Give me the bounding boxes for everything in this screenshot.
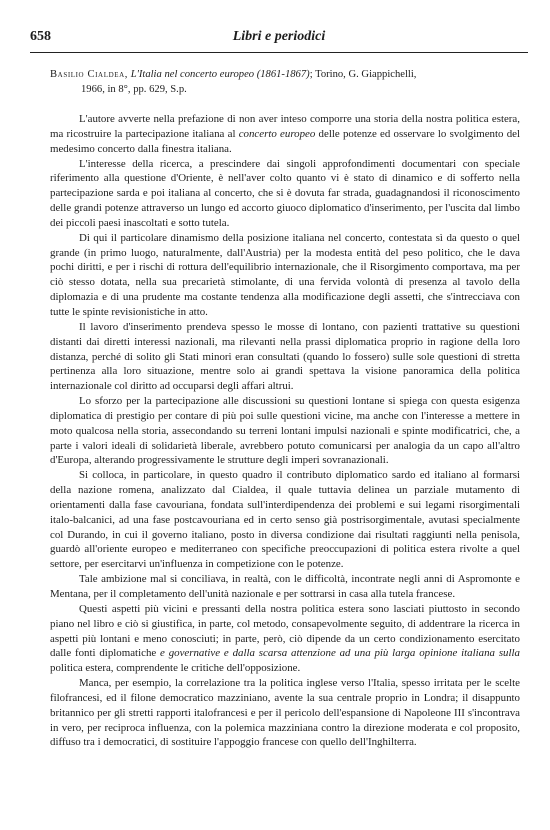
emphasized-text: e governative e dalla scarsa attenzione ad una più larga opinione italiana sulla [160,647,520,660]
paragraph: Di qui il particolare dinamismo della posizione italiana nel concerto, contestata sì da questo o quel grande (in primo luogo, naturalmente, dall'Austria) per la modesta entità del peso politico, che le dava pochi diritti, e per i rischi di rottura dell'equilibrio internazionale, che il Risorgimento comportava, ma per ciò stesso dotata, nella sua precarietà stimolante, di una fervida volontà di presenza al tavolo della diplomazia e di una prudente ma costante tendenza alla modificazione degli assetti, che s'intrecciava con tutte le spinte revisionistiche in atto. [50,231,520,318]
review-body [50,112,520,750]
emphasized-text: concerto europeo [238,127,316,140]
bibliographic-entry [50,68,520,97]
paragraph: L'interesse della ricerca, a prescindere dai singoli approfondimenti documentari con speciale riferimento alla questione d'Oriente, è nell'aver colto quanto vi è stato di dinamico e di sofferto nella partecipazione sarda e poi italiana al concerto, che si è dovuta far strada, guadagnandosi il riconoscimento delle grandi potenze attraverso un lungo ed accorto giuoco diplomatico d'inserimento, per l'uscita dal limbo dei piccoli paesi inascoltati e sotto tutela. [50,157,520,229]
paragraph-text: L'autore avverte nella prefazione di non aver inteso comporre una storia della nostra politica estera, ma ricostruire la partecipazione italiana al [50,113,520,140]
paragraph: Manca, per esempio, la correlazione tra la politica inglese verso l'Italia, spesso irritata per le scelte filofrancesi, ed il filone democratico mazziniano, avente la sua centrale proprio in Londra; il disappunto britannico per gli stretti rapporti italofrancesi e per il pericolo dell'espansione di Napoleone III s'incontrava in vero, per reciproca influenza, con la polemica mazziniana contro la direzione moderata e col proposito, diffuso tra i democratici, di sostituire l'appoggio francese con quello dell'Inghilterra. [50,677,520,749]
publication-details: ; Torino, G. Giappichelli, [309,69,417,80]
paragraph-text: politica estera, comprendente le critiche dell'opposizione. [50,662,301,675]
page-number: 658 [30,29,51,44]
header-rule [30,52,528,53]
paragraph: Lo sforzo per la partecipazione alle discussioni su questioni lontane si spiega con questa esigenza diplomatica di prestigio per contare di più poi sulle questioni vicine, ma anche con l'interesse a mettere in moto qualcosa nella storia, assecondando su terreni lontani impulsi nazionali e spinte modificatrici, che, a parte i valori ideali di solidarietà liberale, avrebbero potuto comunicarsi per analogia da un capo all'altro d'Europa, alterando progressivamente le strutture degli imperi sovranazionali. [50,395,520,467]
paragraph: Tale ambizione mal si conciliava, in realtà, con le difficoltà, incontrate negli anni di Aspromonte e Mentana, per il completamento dell'unità nazionale e per sottrarsi in casa alla tutela francese. [50,573,520,600]
paragraph-text: delle potenze ed osservare lo svolgimento del medesimo concerto dalla finestra italiana. [50,127,520,155]
paragraph: Il lavoro d'inserimento prendeva spesso le mosse di lontano, con pazienti trattative su questioni distanti dai diretti interessi nazionali, ma rilevanti nella prassi diplomatica proprio in ragione della loro distanza, perché di solito gli Stati minori eran consultati (quando lo fossero) sulle sole questioni di stretta pertinenza alla loro situazione, mentre solo ai grandi spettava la visione panoramica della politica internazionale col diritto ad occuparsi degli affari altrui. [50,320,520,393]
book-author: Basilio Cialdea, [50,69,129,80]
page-header [30,27,528,49]
publication-details-continued: 1966, in 8°, pp. 629, S.p. [81,83,187,95]
paragraph-text: Questi aspetti più vicini e pressanti della nostra politica estera sono lasciati piuttosto in secondo piano nel libro e ciò si giustifica, in parte, col metodo, consapevolmente seguito, di addentrare la ricerca in aspetti più lontani e meno conosciuti; in parte, però, ciò dipende da un certo condizionamento esercitato dalle fonti diplomatiche [50,602,520,660]
book-title: L'Italia nel concerto europeo (1861-1867) [130,69,310,80]
running-title: Libri e periodici [232,29,326,44]
paragraph [50,112,520,157]
paragraph: Si colloca, in particolare, in questo quadro il contributo diplomatico sardo ed italiano al formarsi della nazione romena, analizzato dal Cialdea, il quale tuttavia delinea un parziale mutamento di orientamenti dalla fase cavouriana, fondata sull'interdipendenza dei problemi e sui legami risorgimentali italo-balcanici, ad una fase postcavouriana ed in certo senso già postrisorgimentale, avutasi specialmente col Durando, in cui il governo italiano, posto in diversa condizione dai risultati raggiunti nella penisola, guardò all'oriente europeo e mediterraneo con specifiche preoccupazioni di politica estera rivolte a quel settore, per esercitarvi un'influenza in competizione con le potenze. [50,469,520,571]
paragraph [50,602,520,676]
